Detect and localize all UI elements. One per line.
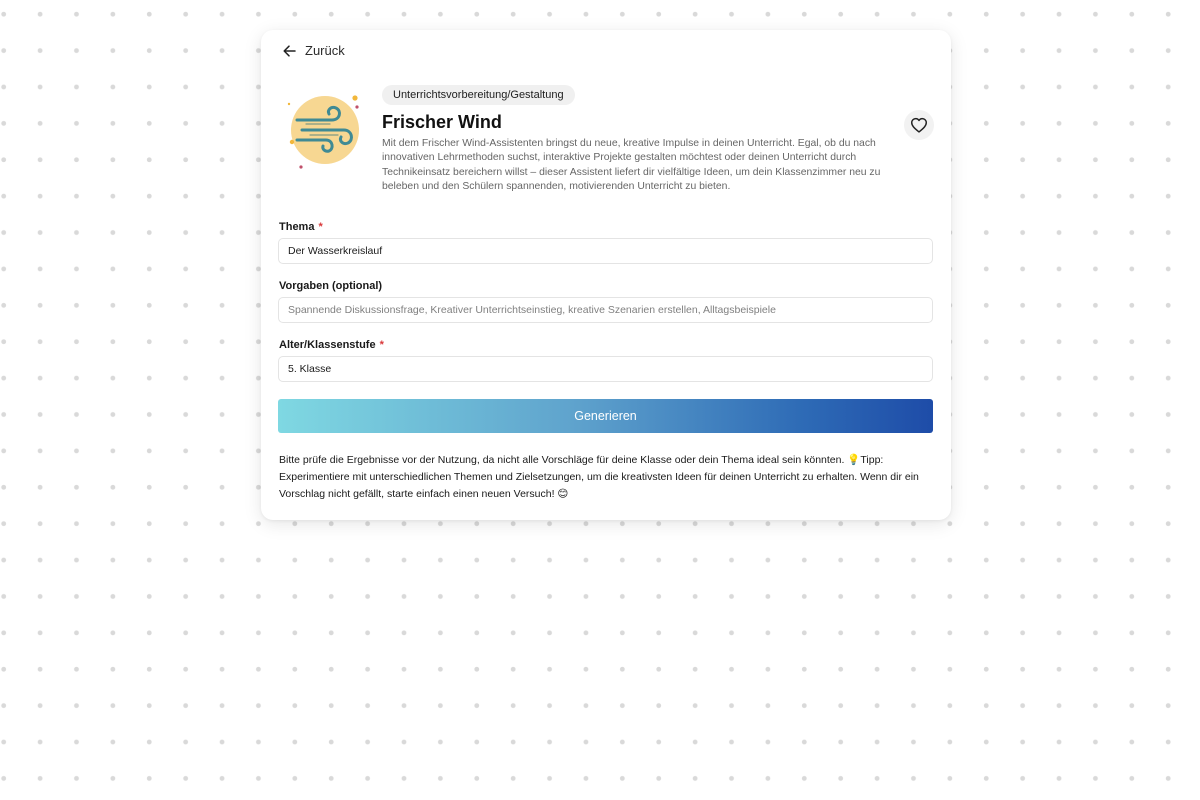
favorite-button[interactable]	[904, 110, 934, 140]
vorgaben-input[interactable]	[278, 297, 933, 323]
category-badge: Unterrichtsvorbereitung/Gestaltung	[382, 85, 575, 105]
generate-button[interactable]: Generieren	[278, 399, 933, 433]
disclaimer-note: Bitte prüfe die Ergebnisse vor der Nutzung, da nicht alle Vorschläge für deine Klasse oder dein Thema ideal sein könnten. 💡Tipp: Experimentiere mit unterschiedlichen Themen und Zielsetzungen, um die kreativsten Ideen für deinen Unterricht zu erhalten. Wenn dir ein Vorschlag nicht gefällt, starte einfach einen neuen Versuch! 😊	[279, 454, 919, 500]
thema-label	[279, 221, 323, 233]
required-marker: *	[318, 221, 323, 233]
thema-input[interactable]	[278, 238, 933, 264]
alter-label	[279, 339, 384, 351]
heart-icon	[910, 117, 928, 133]
alter-input[interactable]	[278, 356, 933, 382]
back-link[interactable]	[283, 43, 345, 58]
arrow-left-icon	[283, 45, 296, 57]
wind-icon	[286, 90, 366, 172]
alter-label-text: Alter/Klassenstufe	[279, 339, 376, 351]
vorgaben-label: Vorgaben (optional)	[279, 280, 383, 292]
assistant-title: Frischer Wind	[382, 112, 502, 132]
back-label: Zurück	[305, 43, 345, 58]
thema-label-text: Thema	[279, 221, 315, 233]
assistant-description: Mit dem Frischer Wind-Assistenten bringst du neue, kreative Impulse in deinen Unterricht. Egal, ob du nach innovativen Lehrmethoden suchst, interaktive Projekte gestalten möchtest oder deinen Unterricht durch Technikeinsatz bereichern willst – dieser Assistent liefert dir vielfältige Ideen, um dein Klassenzimmer neu zu beleben und den Schülern spannenden, motivierenden Unterricht zu bieten.	[382, 138, 881, 193]
assistant-card	[261, 30, 951, 520]
required-marker: *	[379, 339, 384, 351]
